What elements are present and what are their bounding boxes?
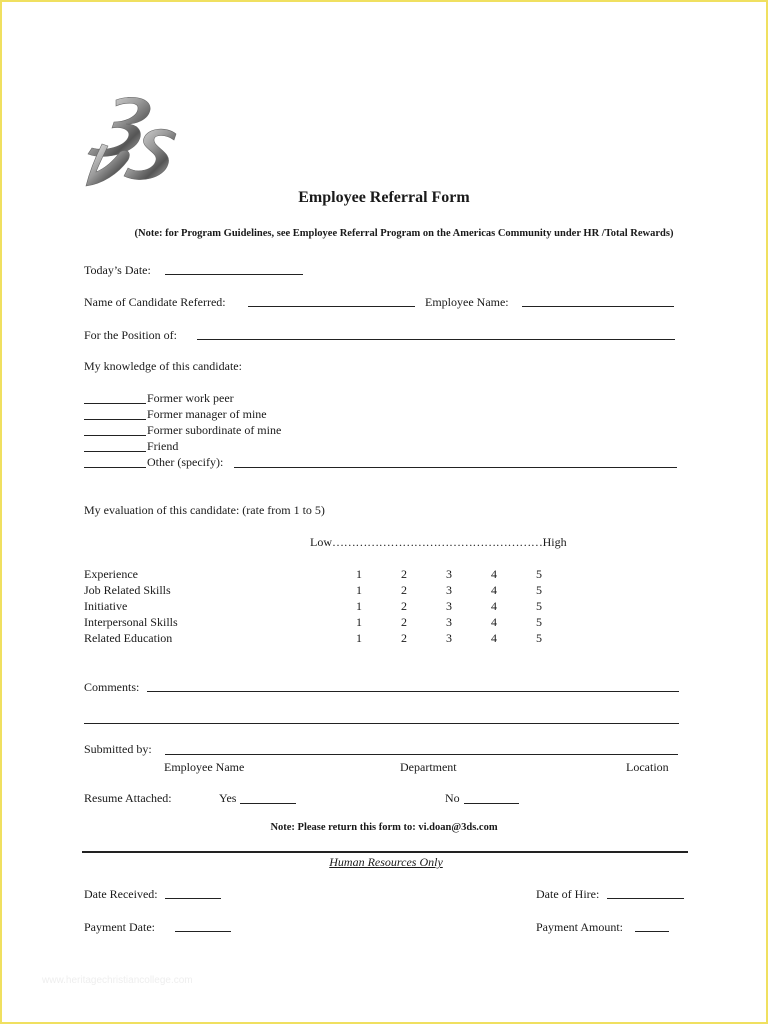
rating-option[interactable]: 3 <box>446 599 452 613</box>
submitted-location-caption: Location <box>626 760 669 774</box>
criteria-interpersonal: Interpersonal Skills <box>84 615 178 629</box>
rating-option[interactable]: 5 <box>536 567 542 581</box>
criteria-experience: Experience <box>84 567 138 581</box>
rating-option[interactable]: 2 <box>401 567 407 581</box>
rating-option[interactable]: 2 <box>401 631 407 645</box>
watermark: www.heritagechristiancollege.com <box>42 975 193 986</box>
rating-option[interactable]: 5 <box>536 583 542 597</box>
knowledge-blank-manager[interactable] <box>84 419 146 420</box>
rating-option[interactable]: 2 <box>401 583 407 597</box>
employee-name-field[interactable] <box>522 306 674 307</box>
return-form-note: Note: Please return this form to: vi.doan@3ds.com <box>270 822 498 833</box>
resume-no-label: No <box>445 791 460 805</box>
position-field[interactable] <box>197 339 675 340</box>
scale-header <box>310 535 567 549</box>
resume-yes-field[interactable] <box>240 803 296 804</box>
rating-option[interactable]: 1 <box>356 631 362 645</box>
date-received-field[interactable] <box>165 898 221 899</box>
hr-section-title: Human Resources Only <box>329 855 443 869</box>
rating-option[interactable]: 2 <box>401 615 407 629</box>
date-of-hire-label: Date of Hire: <box>536 887 600 901</box>
position-label: For the Position of: <box>84 328 178 342</box>
todays-date-label: Today’s Date: <box>84 263 151 277</box>
submitted-by-field[interactable] <box>165 754 678 755</box>
program-guidelines-note: (Note: for Program Guidelines, see Employee Referral Program on the Americas Community under HR /Total Rewards) <box>134 228 674 239</box>
evaluation-label: My evaluation of this candidate: (rate from 1 to 5) <box>84 503 325 517</box>
criteria-education: Related Education <box>84 631 173 645</box>
knowledge-option-friend: Friend <box>147 439 179 453</box>
submitted-department-caption: Department <box>400 760 457 774</box>
knowledge-option-other: Other (specify): <box>147 455 224 469</box>
date-of-hire-field[interactable] <box>607 898 684 899</box>
knowledge-blank-other[interactable] <box>84 467 146 468</box>
3ds-logo-icon <box>82 94 182 190</box>
rating-option[interactable]: 4 <box>491 599 497 613</box>
rating-option[interactable]: 1 <box>356 599 362 613</box>
rating-option[interactable]: 4 <box>491 567 497 581</box>
payment-amount-field[interactable] <box>635 931 669 932</box>
rating-option[interactable]: 1 <box>356 567 362 581</box>
criteria-job-skills: Job Related Skills <box>84 583 171 597</box>
knowledge-blank-friend[interactable] <box>84 451 146 452</box>
submitted-employee-name-caption: Employee Name <box>164 760 245 774</box>
rating-option[interactable]: 1 <box>356 615 362 629</box>
rating-option[interactable]: 3 <box>446 567 452 581</box>
resume-attached-label: Resume Attached: <box>84 791 172 805</box>
payment-date-label: Payment Date: <box>84 920 155 934</box>
rating-option[interactable]: 4 <box>491 615 497 629</box>
rating-option[interactable]: 2 <box>401 599 407 613</box>
other-specify-field[interactable] <box>234 467 677 468</box>
knowledge-option-manager: Former manager of mine <box>147 407 267 421</box>
rating-option[interactable]: 1 <box>356 583 362 597</box>
knowledge-blank-work-peer[interactable] <box>84 403 146 404</box>
payment-date-field[interactable] <box>175 931 231 932</box>
rating-option[interactable]: 5 <box>536 599 542 613</box>
knowledge-option-subordinate: Former subordinate of mine <box>147 423 282 437</box>
rating-option[interactable]: 3 <box>446 583 452 597</box>
comments-field-line-2[interactable] <box>84 723 679 724</box>
scale-high-label: High <box>542 535 567 549</box>
page-title: Employee Referral Form <box>298 189 470 206</box>
candidate-name-label: Name of Candidate Referred: <box>84 295 226 309</box>
comments-label: Comments: <box>84 680 140 694</box>
rating-option[interactable]: 4 <box>491 631 497 645</box>
knowledge-blank-subordinate[interactable] <box>84 435 146 436</box>
scale-low-label: Low <box>310 535 332 549</box>
payment-amount-label: Payment Amount: <box>536 920 623 934</box>
submitted-by-label: Submitted by: <box>84 742 152 756</box>
comments-field-line-1[interactable] <box>147 691 679 692</box>
criteria-initiative: Initiative <box>84 599 128 613</box>
rating-option[interactable]: 3 <box>446 615 452 629</box>
todays-date-field[interactable] <box>165 274 303 275</box>
date-received-label: Date Received: <box>84 887 158 901</box>
knowledge-option-work-peer: Former work peer <box>147 391 234 405</box>
rating-option[interactable]: 5 <box>536 631 542 645</box>
resume-no-field[interactable] <box>464 803 519 804</box>
resume-yes-label: Yes <box>219 791 237 805</box>
candidate-name-field[interactable] <box>248 306 415 307</box>
employee-name-label: Employee Name: <box>425 295 509 309</box>
rating-option[interactable]: 5 <box>536 615 542 629</box>
knowledge-label: My knowledge of this candidate: <box>84 359 242 373</box>
rating-option[interactable]: 3 <box>446 631 452 645</box>
hr-section-divider <box>82 851 688 853</box>
rating-option[interactable]: 4 <box>491 583 497 597</box>
scale-dots: ……………………………………………… <box>332 535 543 549</box>
